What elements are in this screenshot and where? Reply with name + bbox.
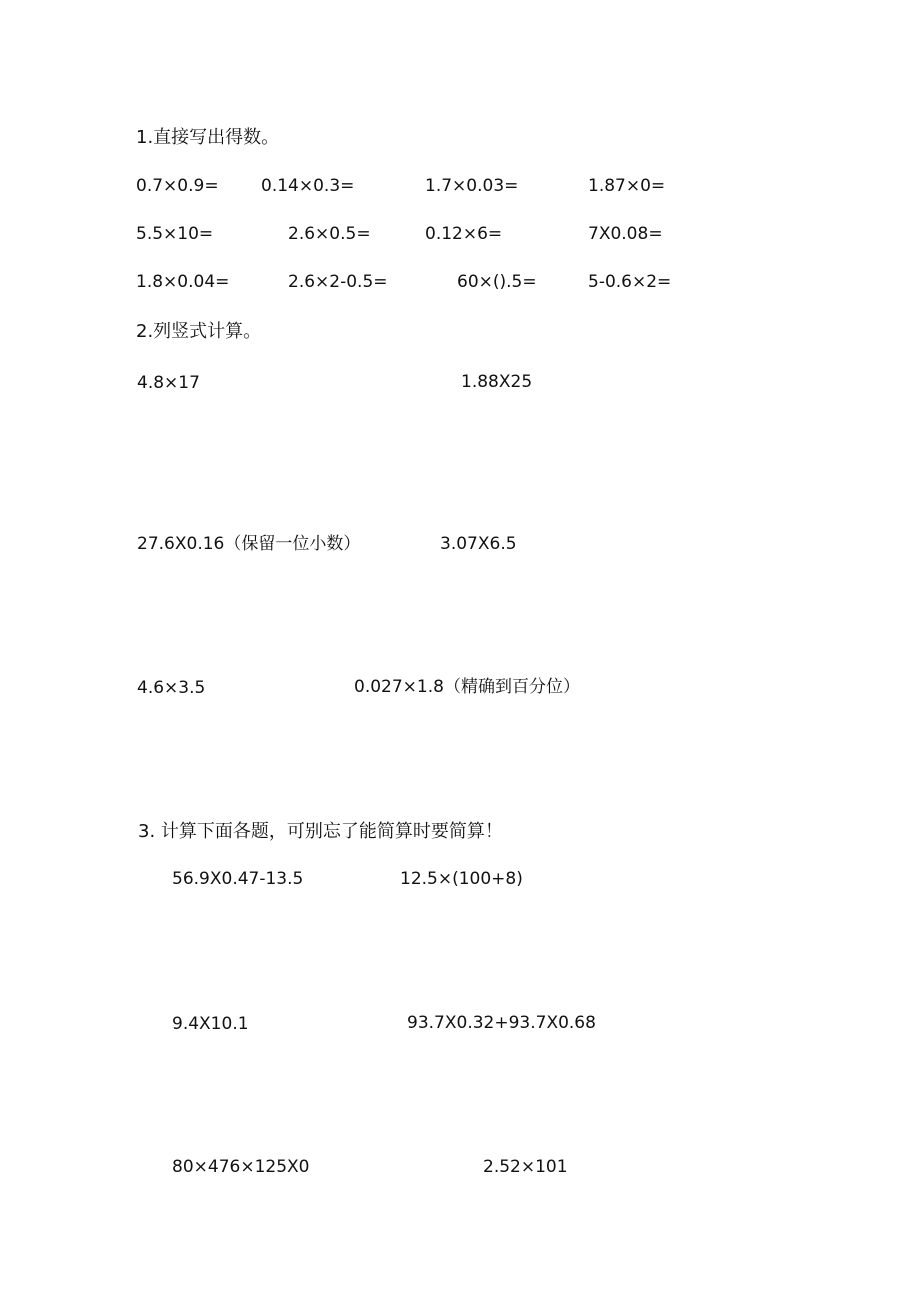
section-2-heading: 2.列竖式计算。 (136, 321, 262, 342)
oral-problem: 1.7×0.03= (425, 176, 519, 196)
vertical-calc-problem: 1.88X25 (461, 372, 533, 392)
vertical-calc-problem: 3.07X6.5 (440, 534, 517, 554)
section-1-heading: 1.直接写出得数。 (136, 127, 280, 148)
oral-problem: 1.87×0= (588, 176, 666, 196)
oral-problem: 60×().5= (457, 272, 537, 292)
section-3-heading: 3. 计算下面各题，可别忘了能简算时要简算！ (138, 821, 503, 842)
calc-problem: 9.4X10.1 (172, 1014, 249, 1034)
oral-problem: 1.8×0.04= (136, 272, 230, 292)
calc-problem: 56.9X0.47-13.5 (172, 869, 304, 889)
oral-problem: 7X0.08= (588, 224, 663, 244)
oral-problem: 5-0.6×2= (588, 272, 672, 292)
oral-problem: 0.14×0.3= (261, 176, 355, 196)
oral-problem: 5.5×10= (136, 224, 214, 244)
vertical-calc-problem: 4.8×17 (137, 373, 200, 393)
vertical-calc-problem: 0.027×1.8（精确到百分位） (354, 677, 580, 697)
calc-problem: 80×476×125X0 (172, 1157, 310, 1177)
vertical-calc-problem: 27.6X0.16（保留一位小数） (137, 534, 361, 554)
oral-problem: 0.12×6= (425, 224, 503, 244)
vertical-calc-problem: 4.6×3.5 (137, 678, 206, 698)
calc-problem: 93.7X0.32+93.7X0.68 (407, 1013, 596, 1033)
calc-problem: 2.52×101 (483, 1157, 568, 1177)
oral-problem: 0.7×0.9= (136, 176, 219, 196)
oral-problem: 2.6×0.5= (288, 224, 371, 244)
oral-problem: 2.6×2-0.5= (288, 272, 388, 292)
calc-problem: 12.5×(100+8) (400, 869, 523, 889)
